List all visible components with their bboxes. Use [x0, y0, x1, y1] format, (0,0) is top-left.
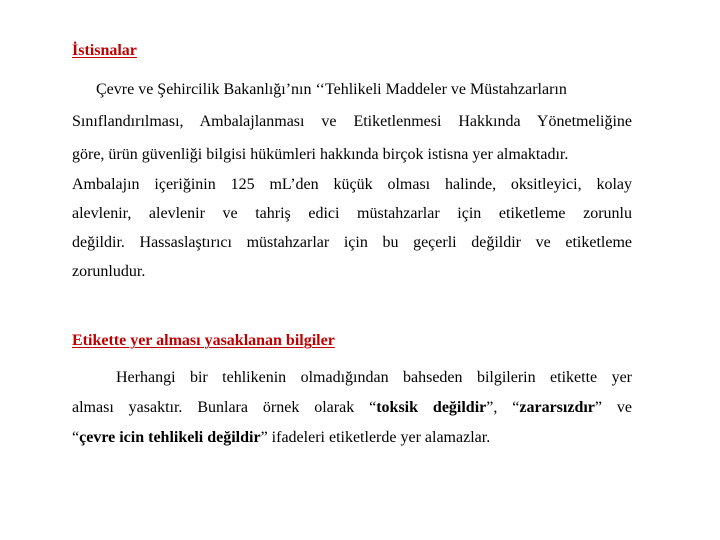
- section-heading-exceptions: İstisnalar: [72, 42, 137, 59]
- paragraph-line: Ambalajın içeriğinin 125 mL’den küçük olması halinde, oksitleyici, kolay: [72, 176, 632, 193]
- example-term-toksik: toksik değildir: [376, 399, 487, 416]
- paragraph-line: [72, 398, 632, 418]
- text-run: alması yasaktır. Bunlara örnek olarak “: [72, 399, 377, 416]
- paragraph-line: [72, 428, 490, 448]
- section-heading-prohibited-info: Etikette yer alması yasaklanan bilgiler: [72, 332, 335, 349]
- paragraph-line: Sınıflandırılması, Ambalajlanması ve Etiketlenmesi Hakkında Yönetmeliğine: [72, 113, 632, 130]
- paragraph-line: göre, ürün güvenliği bilgisi hükümleri hakkında birçok istisna yer almaktadır.: [72, 146, 569, 163]
- paragraph-line: alevlenir, alevlenir ve tahriş edici müstahzarlar için etiketleme zorunlu: [72, 205, 632, 222]
- text-run: “: [72, 429, 80, 446]
- paragraph-line: Çevre ve Şehircilik Bakanlığı’nın ‘‘Tehlikeli Maddeler ve Müstahzarların: [96, 81, 567, 98]
- text-run: ”, “: [486, 399, 520, 416]
- paragraph-line: zorunludur.: [72, 263, 146, 280]
- text-run: ” ifadeleri etiketlerde yer alamazlar.: [260, 429, 491, 446]
- text-run: ” ve: [594, 399, 633, 416]
- paragraph-line: Herhangi bir tehlikenin olmadığından bahseden bilgilerin etikette yer: [116, 369, 632, 386]
- example-term-zararsiz: zararsızdır: [519, 399, 595, 416]
- paragraph-line: değildir. Hassaslaştırıcı müstahzarlar için bu geçerli değildir ve etiketleme: [72, 234, 632, 251]
- example-term-cevre: çevre icin tehlikeli değildir: [79, 429, 261, 446]
